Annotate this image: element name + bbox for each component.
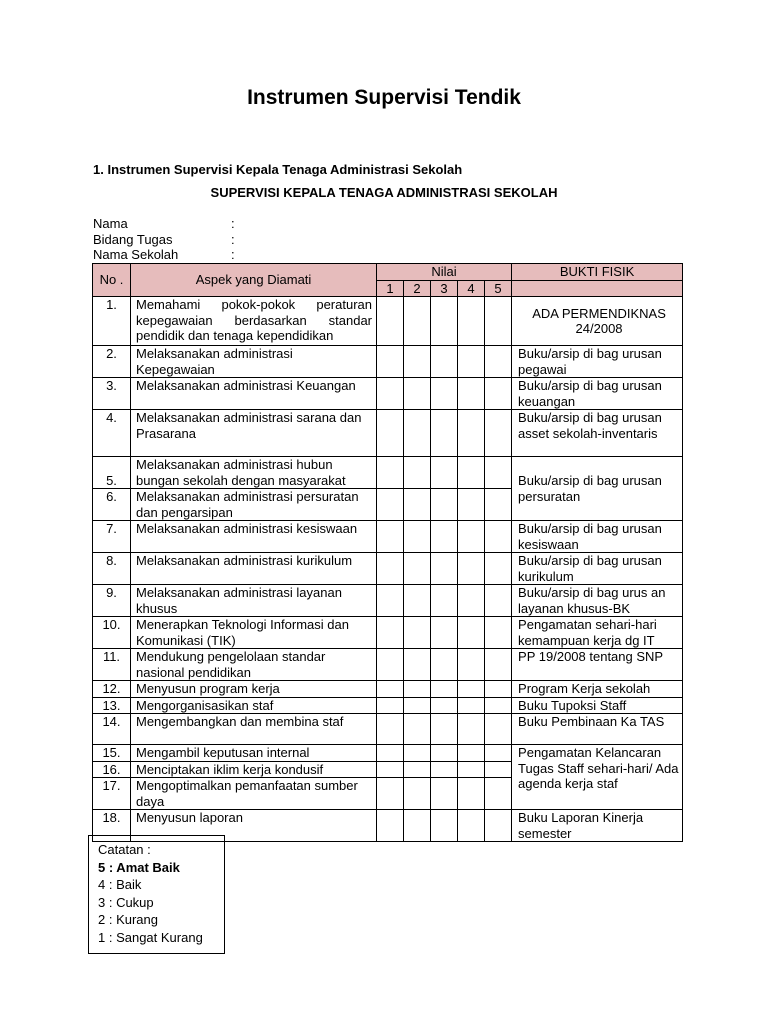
row-no: 12. (93, 681, 131, 698)
catatan-item: 5 : Amat Baik (98, 859, 180, 875)
score-cell[interactable] (377, 297, 404, 346)
row-aspek: Melaksanakan administrasi Kepegawaian (131, 346, 377, 378)
identity-bidang-tugas (93, 232, 235, 248)
score-cell[interactable] (377, 553, 404, 585)
header-score-3: 3 (431, 280, 458, 297)
score-cell[interactable] (377, 745, 404, 762)
score-cell[interactable] (485, 410, 512, 457)
score-cell[interactable] (377, 649, 404, 681)
score-cell[interactable] (458, 297, 485, 346)
score-cell[interactable] (404, 457, 431, 489)
score-cell[interactable] (485, 745, 512, 762)
score-cell[interactable] (458, 681, 485, 698)
score-cell[interactable] (431, 681, 458, 698)
row-aspek: Menciptakan iklim kerja kondusif (131, 761, 377, 778)
row-aspek: Mengorganisasikan staf (131, 697, 377, 714)
page-title: Instrumen Supervisi Tendik (247, 86, 521, 109)
score-cell[interactable] (431, 810, 458, 842)
header-no: No . (93, 264, 131, 297)
score-cell[interactable] (458, 585, 485, 617)
score-cell[interactable] (431, 410, 458, 457)
score-cell[interactable] (404, 378, 431, 410)
score-cell[interactable] (431, 745, 458, 762)
score-cell[interactable] (485, 378, 512, 410)
row-aspek: Melaksanakan administrasi persuratan dan pengarsipan (131, 489, 377, 521)
score-cell[interactable] (485, 778, 512, 810)
row-no: 4. (93, 410, 131, 457)
score-cell[interactable] (404, 649, 431, 681)
row-bukti: Buku Tupoksi Staff (512, 697, 683, 714)
score-cell[interactable] (404, 521, 431, 553)
score-cell[interactable] (485, 297, 512, 346)
score-cell[interactable] (485, 489, 512, 521)
table-row (93, 681, 683, 698)
row-aspek: Memahami pokok-pokok peraturan kepegawaian berdasarkan standar pendidik dan tenaga kependidikan (131, 297, 377, 346)
table-row (93, 521, 683, 553)
score-cell[interactable] (431, 617, 458, 649)
score-cell[interactable] (485, 649, 512, 681)
score-cell[interactable] (404, 297, 431, 346)
catatan-box (88, 835, 225, 954)
row-bukti: Buku/arsip di bag urusan kurikulum (512, 553, 683, 585)
row-no: 2. (93, 346, 131, 378)
header-bukti-fisik: BUKTI FISIK (512, 264, 683, 281)
score-cell[interactable] (431, 585, 458, 617)
score-cell[interactable] (377, 714, 404, 745)
form-heading: SUPERVISI KEPALA TENAGA ADMINISTRASI SEKOLAH (210, 185, 558, 200)
score-cell[interactable] (431, 649, 458, 681)
table-row (93, 585, 683, 617)
header-score-2: 2 (404, 280, 431, 297)
row-bukti: Buku Laporan Kinerja semester (512, 810, 683, 842)
score-cell[interactable] (431, 378, 458, 410)
score-cell[interactable] (431, 297, 458, 346)
score-cell[interactable] (458, 489, 485, 521)
table-row (93, 697, 683, 714)
row-bukti: Buku/arsip di bag urus an layanan khusus-BK (512, 585, 683, 617)
row-aspek: Melaksanakan administrasi kesiswaan (131, 521, 377, 553)
supervision-table (92, 263, 683, 842)
table-row (93, 714, 683, 745)
row-no: 11. (93, 649, 131, 681)
score-cell[interactable] (404, 714, 431, 745)
score-cell[interactable] (404, 489, 431, 521)
row-aspek: Melaksanakan administrasi layanan khusus (131, 585, 377, 617)
score-cell[interactable] (485, 553, 512, 585)
score-cell[interactable] (485, 457, 512, 489)
score-cell[interactable] (404, 745, 431, 762)
bidang-tugas-label: Bidang Tugas (93, 232, 173, 247)
row-aspek: Melaksanakan administrasi sarana dan Prasarana (131, 410, 377, 457)
score-cell[interactable] (377, 761, 404, 778)
score-cell[interactable] (404, 761, 431, 778)
catatan-item: 3 : Cukup (98, 894, 154, 910)
row-aspek: Menyusun laporan (131, 810, 377, 842)
row-no: 6. (93, 489, 131, 521)
row-no: 5. (93, 457, 131, 489)
nama-label: Nama (93, 216, 128, 231)
score-cell[interactable] (458, 410, 485, 457)
score-cell[interactable] (431, 778, 458, 810)
catatan-item: 1 : Sangat Kurang (98, 929, 203, 945)
score-cell[interactable] (431, 489, 458, 521)
score-cell[interactable] (377, 410, 404, 457)
score-cell[interactable] (458, 457, 485, 489)
row-no: 18. (93, 810, 131, 842)
score-cell[interactable] (404, 681, 431, 698)
row-aspek: Menyusun program kerja (131, 681, 377, 698)
row-no: 14. (93, 714, 131, 745)
score-cell[interactable] (404, 553, 431, 585)
row-no: 17. (93, 778, 131, 810)
score-cell[interactable] (485, 761, 512, 778)
score-cell[interactable] (377, 617, 404, 649)
score-cell[interactable] (485, 810, 512, 842)
row-aspek: Mengembangkan dan membina staf (131, 714, 377, 745)
row-aspek: Mengambil keputusan internal (131, 745, 377, 762)
table-row (93, 346, 683, 378)
score-cell[interactable] (404, 617, 431, 649)
score-cell[interactable] (485, 697, 512, 714)
score-cell[interactable] (458, 761, 485, 778)
row-bukti: Buku/arsip di bag urusan kesiswaan (512, 521, 683, 553)
nama-colon: : (231, 216, 235, 231)
score-cell[interactable] (458, 697, 485, 714)
score-cell[interactable] (404, 810, 431, 842)
score-cell[interactable] (431, 553, 458, 585)
score-cell[interactable] (458, 617, 485, 649)
score-cell[interactable] (404, 585, 431, 617)
row-no: 15. (93, 745, 131, 762)
row-bukti: Buku/arsip di bag urusan pegawai (512, 346, 683, 378)
score-cell[interactable] (431, 761, 458, 778)
row-bukti: Pengamatan sehari-hari kemampuan kerja dg IT (512, 617, 683, 649)
row-aspek: Menerapkan Teknologi Informasi dan Komunikasi (TIK) (131, 617, 377, 649)
score-cell[interactable] (431, 346, 458, 378)
table-row (93, 297, 683, 346)
header-score-1: 1 (377, 280, 404, 297)
score-cell[interactable] (377, 697, 404, 714)
score-cell[interactable] (458, 649, 485, 681)
catatan-label: Catatan : (98, 842, 151, 857)
score-cell[interactable] (377, 378, 404, 410)
catatan-item: 4 : Baik (98, 877, 142, 892)
row-bukti: Buku/arsip di bag urusan persuratan (512, 457, 683, 521)
table-row (93, 410, 683, 457)
score-cell[interactable] (431, 714, 458, 745)
header-aspek: Aspek yang Diamati (131, 264, 377, 297)
row-no: 9. (93, 585, 131, 617)
score-cell[interactable] (431, 521, 458, 553)
row-no: 8. (93, 553, 131, 585)
header-score-5: 5 (485, 280, 512, 297)
score-cell[interactable] (458, 553, 485, 585)
score-cell[interactable] (485, 585, 512, 617)
score-cell[interactable] (458, 778, 485, 810)
header-bukti-blank (512, 280, 683, 297)
score-cell[interactable] (377, 346, 404, 378)
catatan-item: 2 : Kurang (98, 912, 158, 927)
header-nilai: Nilai (377, 264, 512, 281)
nama-sekolah-label: Nama Sekolah (93, 247, 179, 262)
table-row (93, 457, 683, 489)
score-cell[interactable] (404, 346, 431, 378)
row-aspek: Mengoptimalkan pemanfaatan sumber daya (131, 778, 377, 810)
section-heading: 1. Instrumen Supervisi Kepala Tenaga Administrasi Sekolah (93, 162, 463, 177)
score-cell[interactable] (485, 617, 512, 649)
row-bukti: PP 19/2008 tentang SNP (512, 649, 683, 681)
row-no: 10. (93, 617, 131, 649)
table-row (93, 649, 683, 681)
table-row (93, 378, 683, 410)
score-cell[interactable] (485, 521, 512, 553)
score-cell[interactable] (377, 489, 404, 521)
score-cell[interactable] (404, 410, 431, 457)
score-cell[interactable] (458, 810, 485, 842)
score-cell[interactable] (404, 697, 431, 714)
score-cell[interactable] (458, 346, 485, 378)
identity-nama (93, 216, 235, 232)
row-no: 16. (93, 761, 131, 778)
score-cell[interactable] (377, 521, 404, 553)
row-bukti: Buku Pembinaan Ka TAS (512, 714, 683, 745)
row-bukti: Program Kerja sekolah (512, 681, 683, 698)
score-cell[interactable] (377, 457, 404, 489)
row-bukti: Pengamatan Kelancaran Tugas Staff sehari-hari/ Ada agenda kerja staf (512, 745, 683, 810)
row-aspek: Melaksanakan administrasi Keuangan (131, 378, 377, 410)
row-aspek: Mendukung pengelolaan standar nasional pendidikan (131, 649, 377, 681)
row-no: 13. (93, 697, 131, 714)
score-cell[interactable] (404, 778, 431, 810)
row-no: 1. (93, 297, 131, 346)
score-cell[interactable] (377, 778, 404, 810)
row-no: 7. (93, 521, 131, 553)
score-cell[interactable] (458, 521, 485, 553)
score-cell[interactable] (431, 457, 458, 489)
row-bukti: ADA PERMENDIKNAS 24/2008 (512, 297, 683, 346)
score-cell[interactable] (377, 810, 404, 842)
row-aspek: Melaksanakan administrasi hubun bungan sekolah dengan masyarakat (131, 457, 377, 489)
score-cell[interactable] (485, 681, 512, 698)
score-cell[interactable] (377, 585, 404, 617)
row-bukti: Buku/arsip di bag urusan asset sekolah-inventaris (512, 410, 683, 457)
score-cell[interactable] (458, 714, 485, 745)
score-cell[interactable] (431, 697, 458, 714)
score-cell[interactable] (458, 745, 485, 762)
table-row (93, 553, 683, 585)
row-aspek: Melaksanakan administrasi kurikulum (131, 553, 377, 585)
nama-sekolah-colon: : (231, 247, 235, 262)
score-cell[interactable] (377, 681, 404, 698)
table-row (93, 617, 683, 649)
row-bukti: Buku/arsip di bag urusan keuangan (512, 378, 683, 410)
score-cell[interactable] (485, 346, 512, 378)
score-cell[interactable] (485, 714, 512, 745)
score-cell[interactable] (458, 378, 485, 410)
table-row (93, 745, 683, 762)
row-no: 3. (93, 378, 131, 410)
header-score-4: 4 (458, 280, 485, 297)
bidang-tugas-colon: : (231, 232, 235, 247)
identity-nama-sekolah (93, 247, 235, 263)
